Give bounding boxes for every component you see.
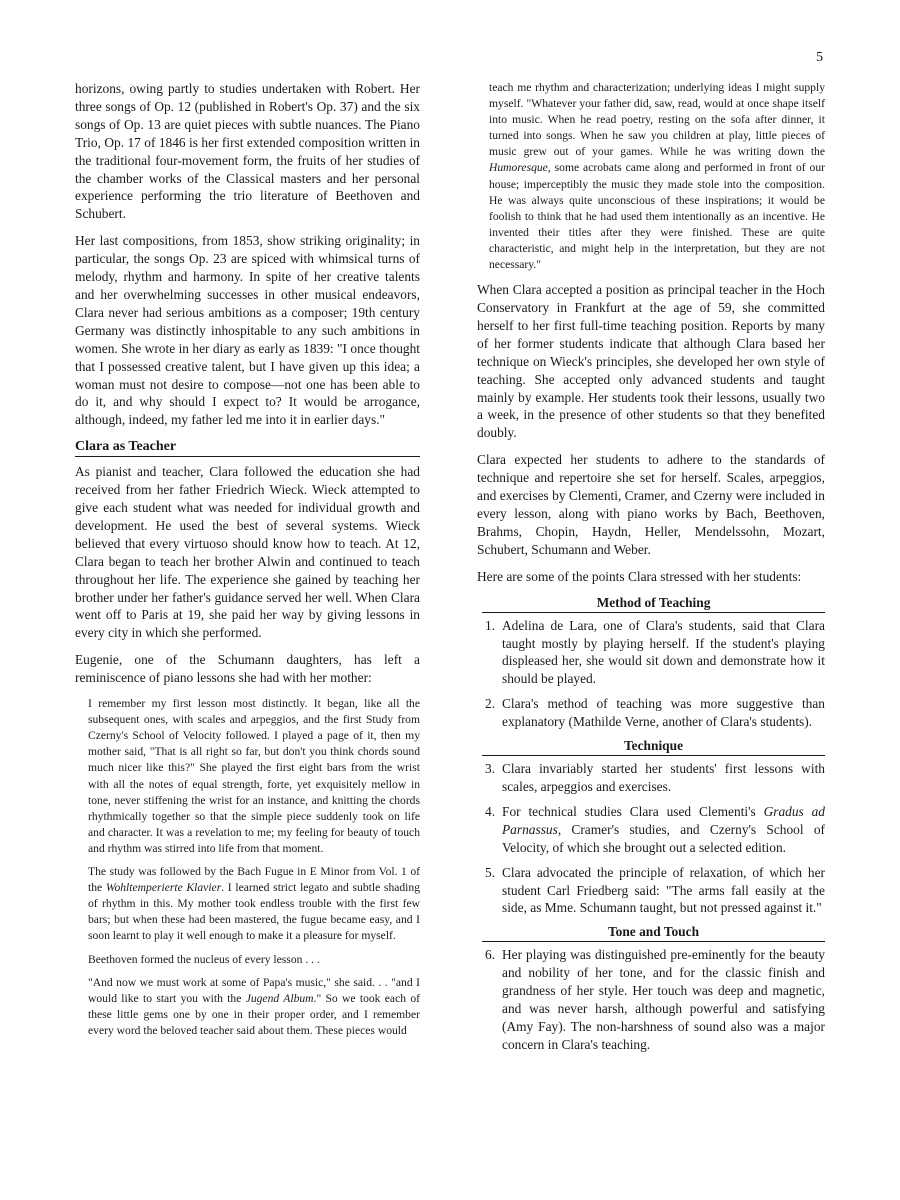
section-heading-clara-as-teacher: Clara as Teacher: [75, 439, 420, 457]
eugenie-quote: [75, 696, 420, 1039]
method-list: [477, 617, 825, 731]
quote-first-lesson: I remember my first lesson most distinctly. It began, like all the subsequent ones, with scales and arpeggios, and the first Study from Czerny's School of Velocity followed. I played a page of it, then my mother said, "That is all right so far, but don't you think chords sound much nicer like this?" She played the first eight bars from the wrist with all the notes of equal strength, forte, yet exquisitely mellow in tone, never stiffening the wrist for an instance, and knitting the chords rhythmically together so that the simple piece suddenly took on life and character. It was a revelation to me; my feeling for beauty of touch and rhythm was stirred into life from that moment.: [88, 697, 420, 855]
subheading-method-of-teaching: Method of Teaching: [482, 595, 825, 613]
paragraph-compositions: horizons, owing partly to studies undertaken with Robert. Her three songs of Op. 12 (published in Robert's Op. 37) and the six songs of Op. 13 are quiet pieces with subtle nuances. The Piano Trio, Op. 17 of 1846 is her first extended composition written in the traditional four-movement form, the fruits of her studies of the chamber works of the Classical masters and her personal experience performing the trio literature of Beethoven and Schubert.: [75, 81, 420, 222]
quote-rhythm-characterization: teach me rhythm and characterization; underlying ideas I might supply myself. "Whatever your father did, saw, read, would at once shape itself into music. When he read poetry, resting on the sofa after dinner, it turned into songs. When he saw you children at play, little pieces of music grew out of your games. While he was writing down the Humoresque, some acrobats came along and performed in front of our house; imperceptibly the music they made stole into the composition. He was always quite unconscious of these inspirations; it would be foolish to think that he had used them intentionally as an incentive. He invented their titles after they were finished. These are quite characteristic, and might help in the interpretation, but they are not necessary.": [489, 81, 825, 272]
quote-beethoven: Beethoven formed the nucleus of every lesson . . .: [88, 952, 320, 966]
quote-papas-music: "And now we must work at some of Papa's music," she said. . . "and I would like to start you with the Jugend Album." So we took each of these little gems one by one in their proper order, and I remember every word the beloved teacher said about them. These pieces would: [88, 975, 420, 1037]
technique-list: [477, 760, 825, 917]
quote-bach-fugue: The study was followed by the Bach Fugue in E Minor from Vol. 1 of the Wohltemperierte Klavier. I learned strict legato and subtle shading of rhythm in this. My mother took endless trouble with the first few bars; but when these had been mastered, the fugue became easy, and I soon learnt to play it well enough to make it a pleasure for myself.: [88, 865, 421, 943]
list-item: 6. Her playing was distinguished pre-eminently for the beauty and nobility of her tone, and for the classic finish and grandness of her style. Her touch was deep and magnetic, and was never harsh, although powerful and satisfying (Amy Fay). The non-harshness of sound also was a major concern in Clara's teaching.: [485, 947, 825, 1052]
list-item: 2. Clara's method of teaching was more suggestive than explanatory (Mathilde Verne, another of Clara's students).: [485, 696, 825, 730]
paragraph-standards: Clara expected her students to adhere to the standards of technique and repertoire she set for herself. Scales, arpeggios, and exercises by Clementi, Cramer, and Czerny were included in every lesson, along with piano works by Bach, Beethoven, Brahms, Chopin, Haydn, Heller, Mendelssohn, Mozart, Schubert, Schumann and Weber.: [477, 452, 825, 557]
list-item: 3. Clara invariably started her students' first lessons with scales, arpeggios and exercises.: [485, 761, 825, 794]
page-number: 5: [816, 50, 823, 65]
paragraph-hoch-conservatory: When Clara accepted a position as principal teacher in the Hoch Conservatory in Frankfurt at the age of 59, she committed herself to her first full-time teaching position. Reports by many of her former students indicate that although Clara based her technique on Wieck's principles, she developed her own style of teaching. She accepted only advanced students and taught mainly by example. Her students took their lessons, usually two a week, in the presence of other students so that they benefited doubly.: [477, 282, 825, 441]
eugenie-quote-continued: [477, 80, 825, 273]
subheading-technique: Technique: [482, 738, 825, 756]
title-wohltemperierte-klavier: Wohltemperierte Klavier: [105, 881, 222, 895]
paragraph-eugenie: Eugenie, one of the Schumann daughters, has left a reminiscence of piano lessons she had with her mother:: [75, 652, 420, 686]
right-column: [477, 80, 825, 1061]
paragraph-pianist-teacher: As pianist and teacher, Clara followed the education she had received from her father Friedrich Wieck. Wieck attempted to give each student what was needed for individual growth and development. He used the best of several systems. Wieck believed that every virtuoso should know how to teach. At 12, Clara began to teach her brother Alwin and continued to teach throughout her life. The experience she gained by teaching her brother under her father's guidance served her well. When Clara went off to Paris at 19, she paid her way by giving lessons in every city in which she performed.: [75, 464, 420, 641]
left-column: [75, 80, 420, 1046]
title-jugend-album: Jugend Album: [245, 991, 314, 1005]
list-item: 1. Adelina de Lara, one of Clara's students, said that Clara taught mostly by playing herself. If the student's playing displeased her, she would sit down and demonstrate how it should be played.: [485, 617, 825, 687]
tone-list: [477, 946, 825, 1053]
title-gradus-ad-parnassus: Gradus ad Parnassus: [502, 803, 825, 837]
subheading-tone-and-touch: Tone and Touch: [482, 924, 825, 942]
paragraph-points-intro: Here are some of the points Clara stressed with her students:: [477, 568, 802, 584]
list-item: 5. Clara advocated the principle of relaxation, of which her student Carl Friedberg said: "The arms fall easily at the side, as Mme. Schumann taught, but not pressed against it.": [485, 864, 825, 916]
title-humoresque: Humoresque: [489, 161, 548, 175]
list-item: 4. For technical studies Clara used Clementi's Gradus ad Parnassus, Cramer's studies, and Czerny's School of Velocity, of which she brought out a selected edition.: [485, 803, 825, 855]
paragraph-last-compositions: Her last compositions, from 1853, show striking originality; in particular, the songs Op. 23 are spiced with whimsical turns of melody, rhythm and harmony. In spite of her creative talents and her overwhelming successes in other musical endeavors, Clara never had serious ambitions as a composer; 19th century Germany was distinctly inhospitable to any such ambitions in women. She wrote in her diary as early as 1839: "I once thought that I possessed creative talent, but I have given up this idea; a woman must not desire to compose—not one has been able to do it, and why should I expect to? It would be arrogance, although, indeed, my father led me into it in earlier days.": [75, 233, 420, 428]
